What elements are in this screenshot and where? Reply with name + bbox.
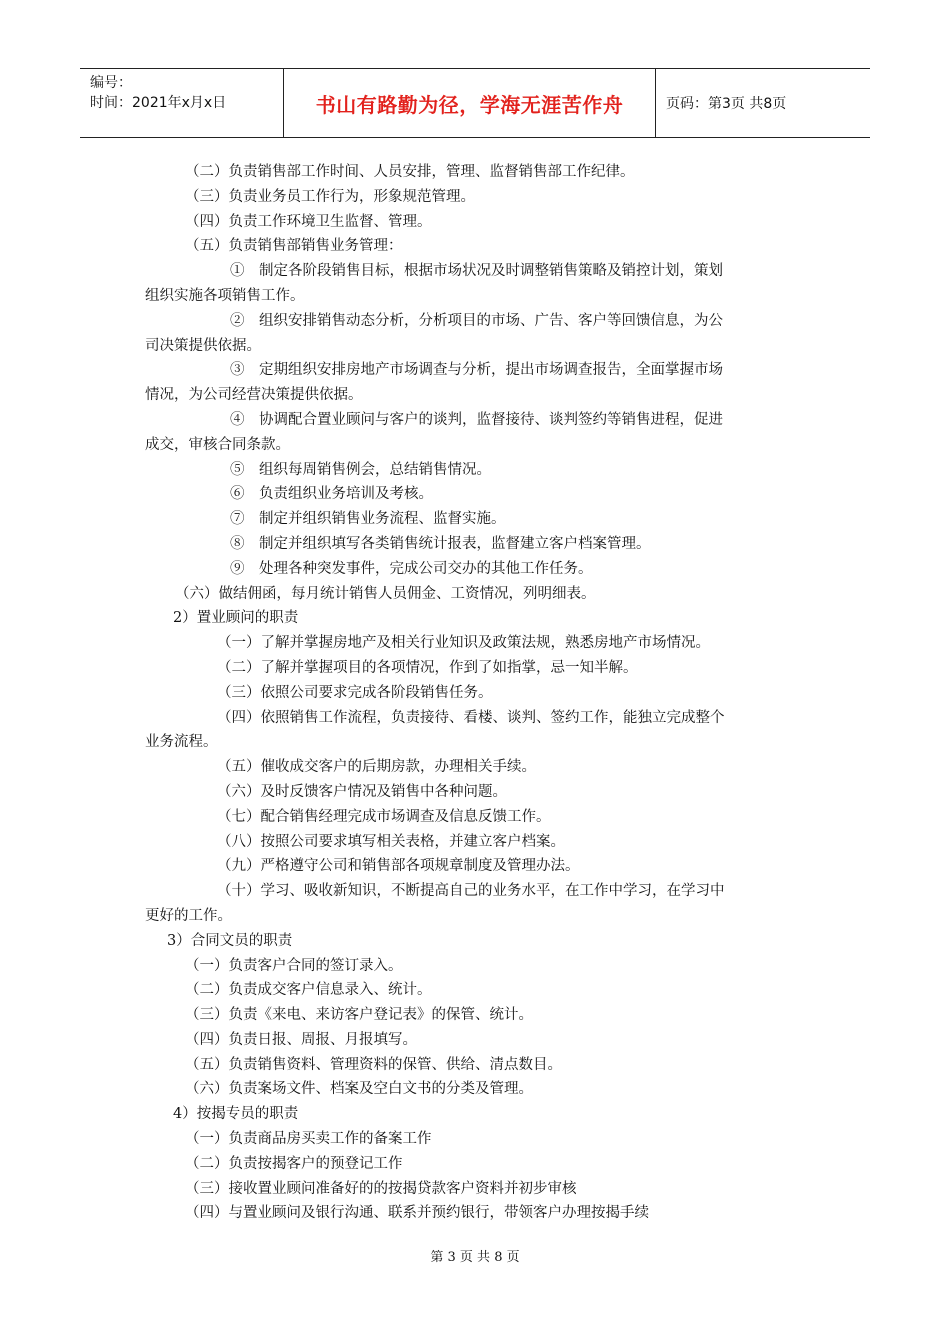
- paragraph-line: （三）负责《来电、来访客户登记表》的保管、统计。: [185, 1007, 533, 1024]
- paragraph-line: （六）负责案场文件、档案及空白文书的分类及管理。: [185, 1081, 533, 1098]
- paragraph-line: 业务流程。: [145, 734, 218, 751]
- paragraph-line: 2）置业顾问的职责: [173, 610, 299, 627]
- paragraph-line: 4）按揭专员的职责: [173, 1106, 299, 1123]
- paragraph-line: 成交，审核合同条款。: [145, 436, 290, 453]
- paragraph-line: （三）负责业务员工作行为，形象规范管理。: [185, 188, 475, 205]
- paragraph-line: （三）依照公司要求完成各阶段销售任务。: [217, 684, 493, 701]
- paragraph-line: （七）配合销售经理完成市场调查及信息反馈工作。: [217, 808, 551, 825]
- page-footer: 第 3 页 共 8 页: [430, 1250, 520, 1265]
- paragraph-line: （一）了解并掌握房地产及相关行业知识及政策法规，熟悉房地产市场情况。: [217, 635, 710, 652]
- paragraph-line: ⑦ 制定并组织销售业务流程、监督实施。: [230, 511, 506, 528]
- document-number-label: 编号：: [90, 75, 132, 91]
- paragraph-line: （四）负责日报、周报、月报填写。: [185, 1031, 417, 1048]
- paragraph-line: （五）负责销售部销售业务管理：: [185, 238, 403, 255]
- paragraph-line: （二）负责成交客户信息录入、统计。: [185, 982, 432, 999]
- paragraph-line: （四）与置业顾问及银行沟通、联系并预约银行，带领客户办理按揭手续: [185, 1205, 649, 1222]
- paragraph-line: 3）合同文员的职责: [167, 932, 293, 949]
- paragraph-line: （二）负责销售部工作时间、人员安排，管理、监督销售部工作纪律。: [185, 164, 635, 180]
- paragraph-line: （五）负责销售资料、管理资料的保管、供给、清点数目。: [185, 1056, 562, 1073]
- paragraph-line: 组织实施各项销售工作。: [145, 287, 305, 304]
- paragraph-line: ① 制定各阶段销售目标，根据市场状况及时调整销售策略及销控计划，策划: [230, 263, 723, 280]
- paragraph-line: ⑧ 制定并组织填写各类销售统计报表，监督建立客户档案管理。: [230, 535, 651, 552]
- paragraph-line: （六）及时反馈客户情况及销售中各种问题。: [217, 783, 507, 800]
- paragraph-line: ⑤ 组织每周销售例会，总结销售情况。: [230, 461, 491, 478]
- header-meta: [80, 69, 284, 137]
- paragraph-line: （一）负责商品房买卖工作的备案工作: [185, 1131, 432, 1148]
- paragraph-line: 更好的工作。: [145, 907, 232, 924]
- paragraph-line: 情况，为公司经营决策提供依据。: [145, 387, 363, 404]
- paragraph-line: （九）严格遵守公司和销售部各项规章制度及管理办法。: [217, 858, 580, 875]
- paragraph-line: ② 组织安排销售动态分析，分析项目的市场、广告、客户等回馈信息，为公: [230, 312, 723, 329]
- paragraph-line: ⑨ 处理各种突发事件，完成公司交办的其他工作任务。: [230, 560, 593, 577]
- paragraph-line: （四）负责工作环境卫生监督、管理。: [185, 213, 432, 230]
- paragraph-line: ④ 协调配合置业顾问与客户的谈判，监督接待、谈判签约等销售进程，促进: [230, 411, 723, 428]
- paragraph-line: （一）负责客户合同的签订录入。: [185, 957, 403, 974]
- paragraph-line: 司决策提供依据。: [145, 337, 261, 354]
- document-header: [80, 68, 870, 138]
- paragraph-line: （六）做结佣函，每月统计销售人员佣金、工资情况，列明细表。: [175, 585, 596, 602]
- paragraph-line: （四）依照销售工作流程，负责接待、看楼、谈判、签约工作，能独立完成整个: [217, 709, 725, 726]
- paragraph-line: （二）负责按揭客户的预登记工作: [185, 1155, 403, 1172]
- paragraph-line: （五）催收成交客户的后期房款，办理相关手续。: [217, 759, 536, 776]
- paragraph-line: （八）按照公司要求填写相关表格，并建立客户档案。: [217, 833, 565, 850]
- header-page-info: 页码：第3页 共8页: [666, 96, 787, 112]
- paragraph-line: ⑥ 负责组织业务培训及考核。: [230, 486, 433, 503]
- paragraph-line: （二）了解并掌握项目的各项情况，作到了如指掌，忌一知半解。: [217, 659, 638, 676]
- document-time: 时间：2021年x月x日: [90, 95, 227, 111]
- header-motto: 书山有路勤为径，学海无涯苦作舟: [284, 69, 656, 137]
- document-body: [145, 160, 800, 1226]
- paragraph-line: （三）接收置业顾问准备好的的按揭贷款客户资料并初步审核: [185, 1180, 577, 1197]
- paragraph-line: （十）学习、吸收新知识，不断提高自己的业务水平，在工作中学习，在学习中: [217, 883, 725, 900]
- paragraph-line: ③ 定期组织安排房地产市场调查与分析，提出市场调查报告，全面掌握市场: [230, 362, 723, 379]
